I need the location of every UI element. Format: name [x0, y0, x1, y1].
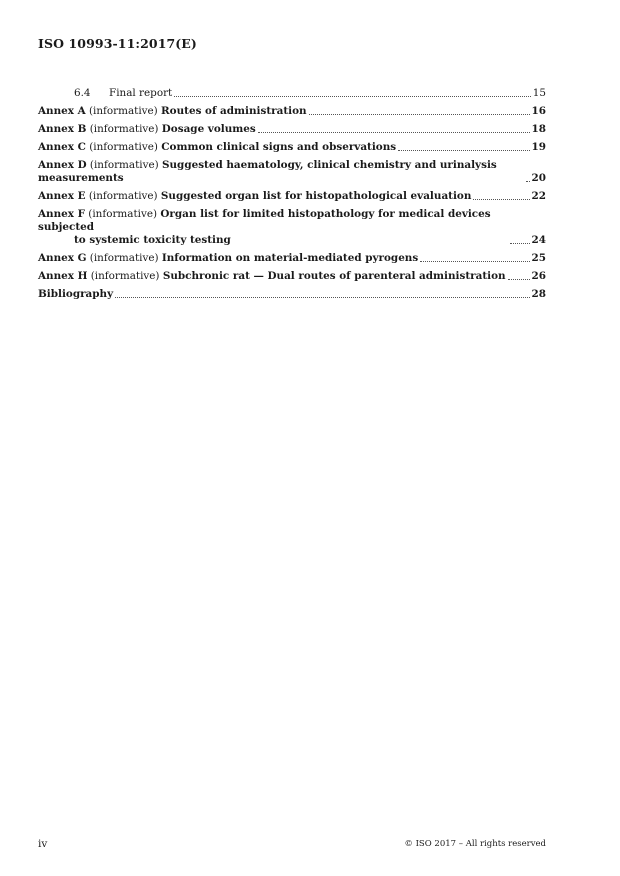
- annex-type: (informative): [89, 141, 158, 153]
- toc-page-number: 18: [531, 123, 546, 135]
- toc-page-number: 15: [532, 87, 546, 99]
- annex-type: (informative): [89, 159, 159, 171]
- annex-label: Annex D: [38, 159, 87, 171]
- annex-title: Information on material-mediated pyrogens: [161, 252, 419, 264]
- annex-title: Dosage volumes: [161, 123, 256, 135]
- toc-entry-annex-e[interactable]: [38, 190, 546, 203]
- annex-type: (informative): [88, 190, 158, 202]
- toc-entry-annex-g[interactable]: [38, 252, 546, 265]
- toc-page-number: 26: [531, 270, 546, 282]
- annex-title: Organ list for limited histopathology for medical devices subjected: [38, 208, 491, 233]
- toc-entry-annex-f[interactable]: [38, 208, 546, 247]
- annex-title: Suggested organ list for histopathological evaluation: [160, 190, 472, 202]
- toc-page-number: 20: [531, 172, 546, 184]
- toc-entry-6-4[interactable]: [38, 87, 546, 100]
- annex-title: Routes of administration: [161, 105, 307, 117]
- annex-type: (informative): [88, 208, 158, 220]
- table-of-contents: [38, 87, 546, 306]
- toc-leader-dots: [420, 261, 529, 262]
- annex-title: Common clinical signs and observations: [161, 141, 397, 153]
- toc-page-number: 19: [531, 141, 546, 153]
- annex-type: (informative): [89, 123, 159, 135]
- toc-leader-dots: [526, 181, 530, 182]
- toc-entry-annex-h[interactable]: [38, 270, 546, 283]
- toc-leader-dots: [174, 96, 531, 97]
- document-header-title: ISO 10993-11:2017(E): [38, 36, 197, 51]
- toc-entry-annex-d[interactable]: [38, 159, 546, 185]
- toc-page-number: 24: [531, 234, 546, 246]
- annex-label: Annex F: [38, 208, 85, 220]
- toc-leader-dots: [309, 114, 530, 115]
- toc-leader-dots: [115, 297, 529, 298]
- annex-label: Annex H: [38, 270, 88, 282]
- toc-entry-annex-a[interactable]: [38, 105, 546, 118]
- toc-entry-bibliography[interactable]: [38, 288, 546, 301]
- annex-title: Subchronic rat — Dual routes of parenteral administration: [162, 270, 506, 282]
- toc-page-number: 28: [531, 288, 546, 300]
- annex-type: (informative): [88, 105, 158, 117]
- toc-leader-dots: [258, 132, 530, 133]
- annex-title-continuation: to systemic toxicity testing: [74, 234, 231, 246]
- toc-page-number: 16: [531, 105, 546, 117]
- toc-leader-dots: [508, 279, 530, 280]
- annex-label: Annex C: [38, 141, 86, 153]
- toc-entry-annex-b[interactable]: [38, 123, 546, 136]
- toc-entry-number: 6.4: [74, 87, 91, 99]
- bibliography-title: Bibliography: [38, 288, 114, 300]
- annex-label: Annex E: [38, 190, 86, 202]
- annex-label: Annex B: [38, 123, 87, 135]
- annex-label: Annex G: [38, 252, 87, 264]
- toc-entry-title: Final report: [109, 87, 173, 99]
- annex-type: (informative): [89, 252, 159, 264]
- toc-leader-dots: [398, 150, 529, 151]
- toc-page-number: 22: [531, 190, 546, 202]
- annex-label: Annex A: [38, 105, 86, 117]
- annex-type: (informative): [90, 270, 160, 282]
- toc-leader-dots: [510, 243, 530, 244]
- annex-title: Suggested haematology, clinical chemistry and urinalysis measurements: [38, 159, 497, 184]
- toc-entry-annex-c[interactable]: [38, 141, 546, 154]
- toc-leader-dots: [473, 199, 529, 200]
- page-number-label: iv: [38, 838, 48, 850]
- toc-page-number: 25: [531, 252, 546, 264]
- copyright-notice: © ISO 2017 – All rights reserved: [404, 839, 546, 849]
